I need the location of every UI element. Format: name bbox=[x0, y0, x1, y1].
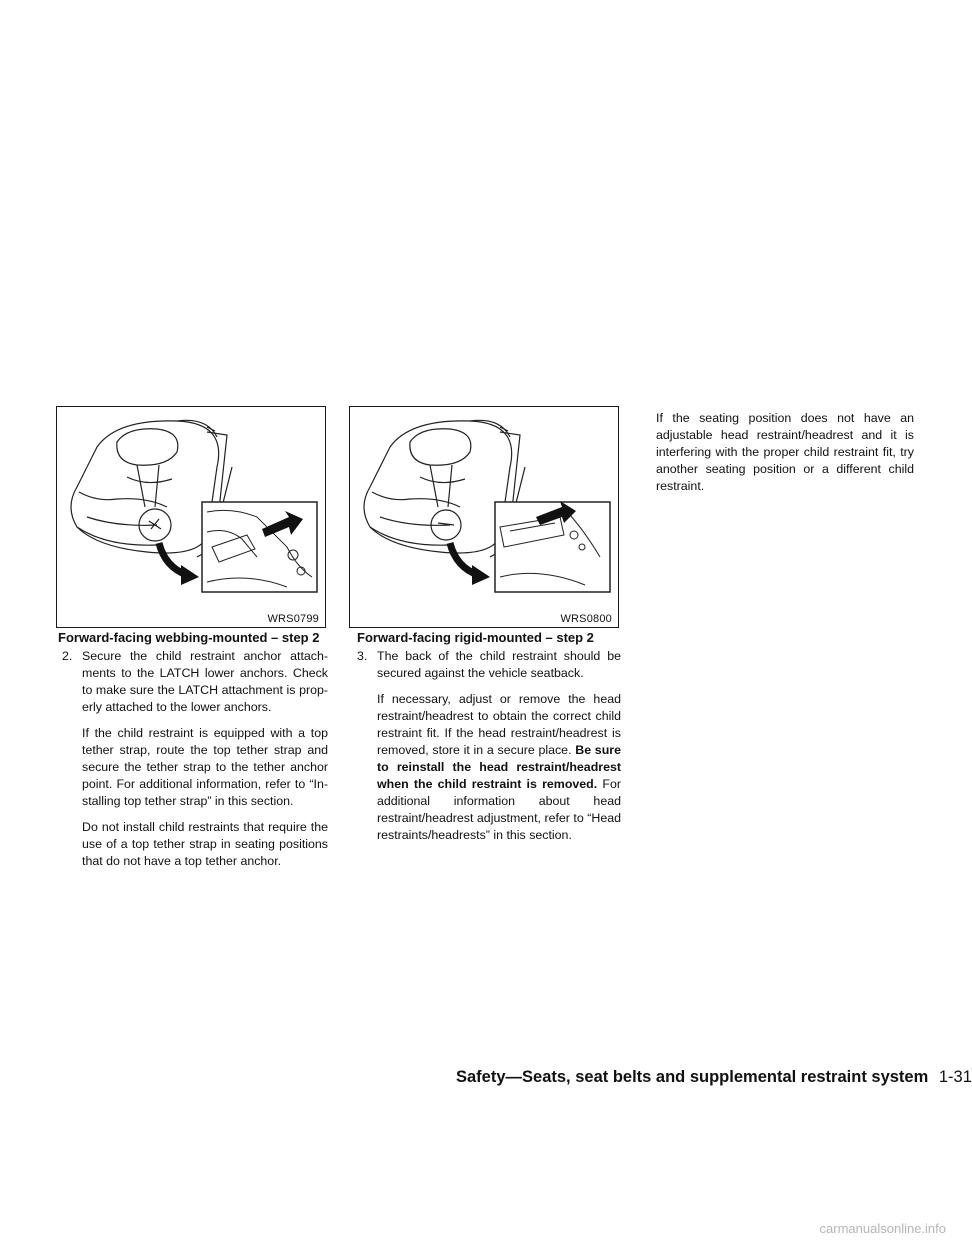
paragraph bbox=[377, 691, 621, 844]
paragraph-text: For additional information about head restraint/headrest adjustment, refer to “Head restraints/headrests” in this section. bbox=[377, 777, 621, 842]
figure-webbing-mounted bbox=[56, 406, 326, 628]
list-number: 2. bbox=[62, 649, 73, 663]
figure-caption: Forward-facing rigid-mounted – step 2 bbox=[357, 630, 594, 645]
paragraph: If the child restraint is equipped with a top tether strap, route the top tether strap and secure the tether strap to the tether anchor point. For additional information, refer to “In-stalling top tether strap” in this section. bbox=[82, 726, 328, 808]
paragraph-bold-text: Be sure to reinstall the head restraint/headrest when the child restraint is removed. bbox=[377, 743, 621, 791]
page-number: 1-31 bbox=[938, 1068, 972, 1086]
column-2-text bbox=[357, 648, 621, 853]
figure-caption: Forward-facing webbing-mounted – step 2 bbox=[58, 630, 320, 645]
figure-rigid-mounted bbox=[349, 406, 619, 628]
child-seat-rigid-illustration bbox=[350, 407, 618, 627]
footer-section-title: Safety—Seats, seat belts and supplemental restraint system bbox=[456, 1068, 929, 1086]
watermark: carmanualsonline.info bbox=[819, 1221, 946, 1236]
paragraph: If the seating position does not have an adjustable head restraint/headrest and it is interfering with the proper child restraint fit, try another seating position or a different child restraint. bbox=[656, 411, 914, 493]
child-seat-webbing-illustration bbox=[57, 407, 325, 627]
paragraph: The back of the child restraint should be secured against the vehicle seatback. bbox=[377, 649, 621, 680]
page-footer bbox=[456, 1068, 972, 1087]
paragraph-text: If necessary, adjust or remove the head restraint/headrest to obtain the correct child restraint fit. If the head restraint/headrest is removed, store it in a secure place. bbox=[377, 692, 621, 757]
figure-code: WRS0799 bbox=[267, 613, 319, 625]
paragraph: Secure the child restraint anchor attach-ments to the LATCH lower anchors. Check to make sure the LATCH attachment is prop-erly attached to the lower anchors. bbox=[82, 649, 328, 714]
column-1-text bbox=[62, 648, 328, 879]
paragraph: Do not install child restraints that require the use of a top tether strap in seating positions that do not have a top tether anchor. bbox=[82, 820, 328, 868]
figure-code: WRS0800 bbox=[560, 613, 612, 625]
list-number: 3. bbox=[357, 649, 368, 663]
column-3-text bbox=[656, 410, 914, 504]
